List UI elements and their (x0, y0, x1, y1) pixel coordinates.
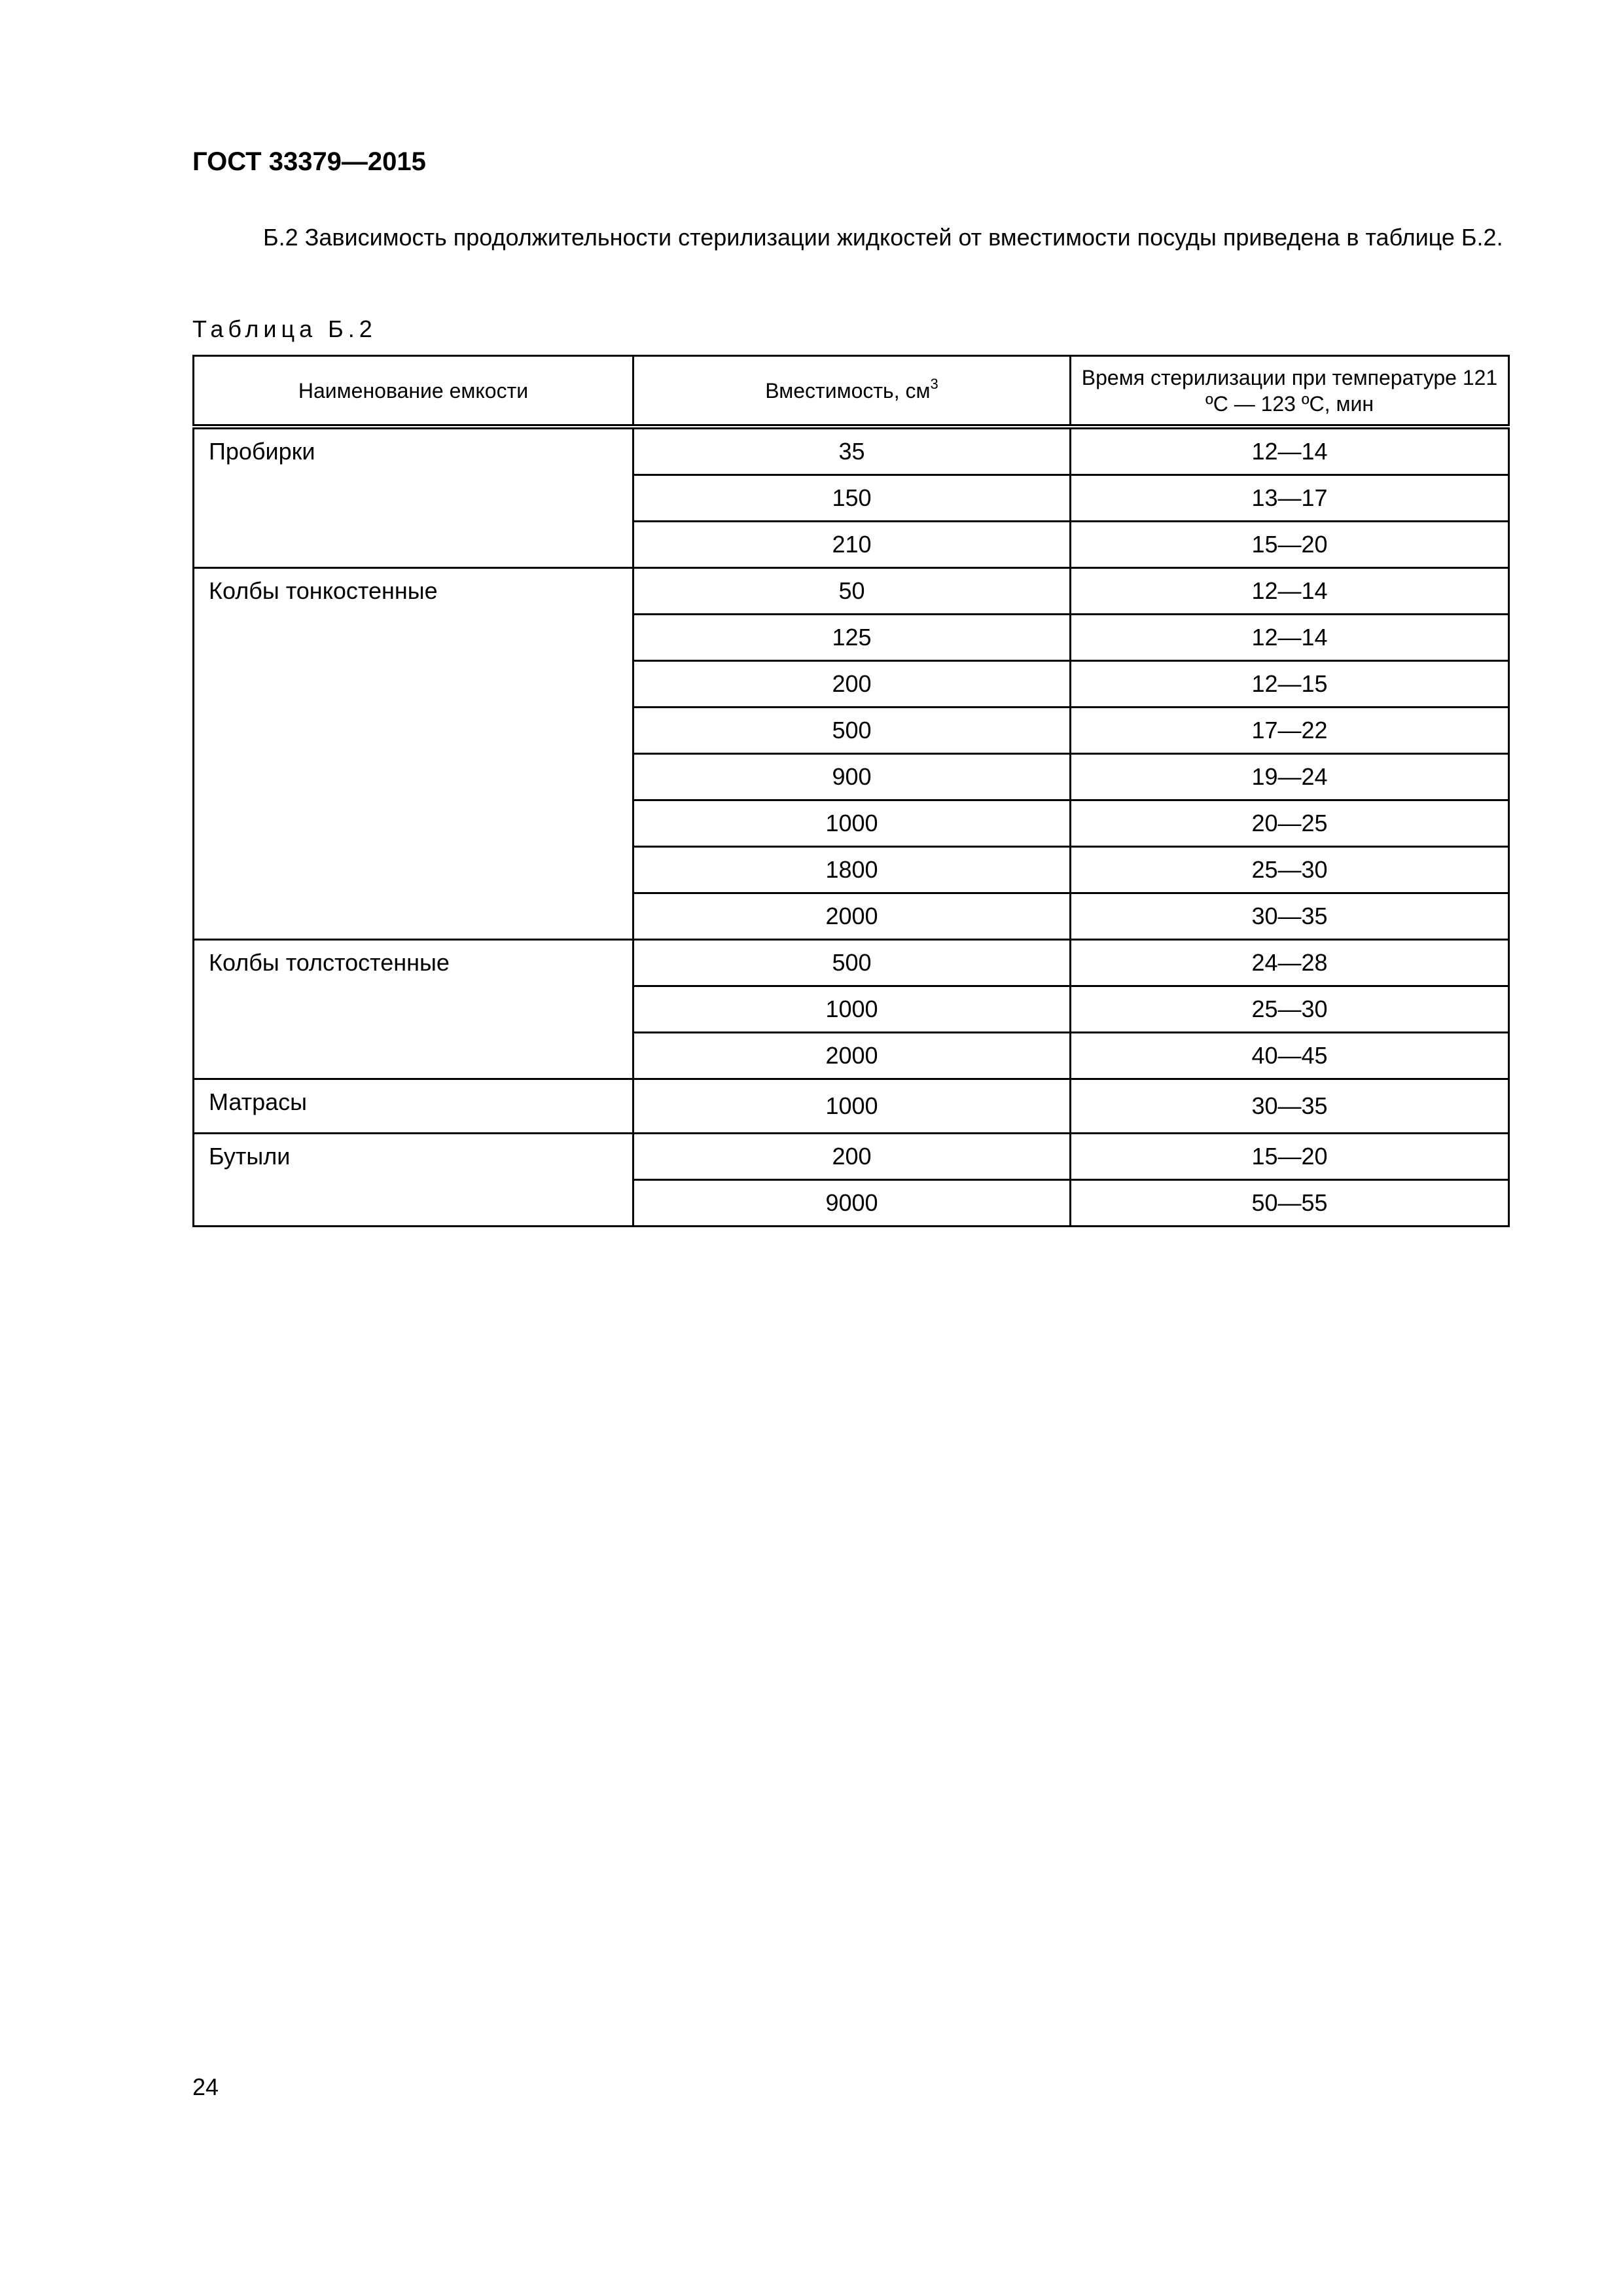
volume-cell: 200 (633, 1134, 1071, 1180)
document-header: ГОСТ 33379—2015 (192, 147, 426, 176)
volume-cell: 200 (633, 661, 1071, 708)
vessel-name-cell: Колбы толстостенные (194, 940, 633, 1079)
volume-cell: 35 (633, 427, 1071, 475)
time-cell: 15—20 (1071, 522, 1509, 568)
volume-cell: 1000 (633, 1079, 1071, 1134)
volume-cell: 50 (633, 568, 1071, 615)
page-number: 24 (192, 2073, 219, 2100)
time-cell: 30—35 (1071, 893, 1509, 940)
volume-cell: 125 (633, 615, 1071, 661)
time-cell: 12—14 (1071, 615, 1509, 661)
time-cell: 12—14 (1071, 427, 1509, 475)
volume-cell: 210 (633, 522, 1071, 568)
time-cell: 19—24 (1071, 754, 1509, 800)
table-row (194, 1134, 1509, 1180)
table-header-row (194, 356, 1509, 427)
vessel-name-cell: Пробирки (194, 427, 633, 568)
column-header-volume-label: Вместимость, см (765, 378, 931, 403)
volume-cell: 500 (633, 708, 1071, 754)
volume-cell: 1000 (633, 800, 1071, 847)
time-cell: 15—20 (1071, 1134, 1509, 1180)
table-row (194, 940, 1509, 986)
volume-cell: 1000 (633, 986, 1071, 1033)
column-header-volume (633, 356, 1071, 427)
time-cell: 13—17 (1071, 475, 1509, 522)
table-row (194, 568, 1509, 615)
vessel-name-cell: Матрасы (194, 1079, 633, 1134)
time-cell: 20—25 (1071, 800, 1509, 847)
time-cell: 25—30 (1071, 847, 1509, 893)
table-row (194, 427, 1509, 475)
time-cell: 30—35 (1071, 1079, 1509, 1134)
volume-cell: 9000 (633, 1180, 1071, 1227)
column-header-name: Наименование емкости (194, 356, 633, 427)
table-row (194, 1079, 1509, 1134)
vessel-name-cell: Бутыли (194, 1134, 633, 1227)
time-cell: 12—15 (1071, 661, 1509, 708)
volume-cell: 900 (633, 754, 1071, 800)
sterilization-table (192, 355, 1510, 1227)
volume-cell: 1800 (633, 847, 1071, 893)
column-header-volume-superscript: 3 (930, 375, 938, 392)
time-cell: 25—30 (1071, 986, 1509, 1033)
volume-cell: 2000 (633, 1033, 1071, 1079)
table-body (194, 427, 1509, 1227)
time-cell: 24—28 (1071, 940, 1509, 986)
time-cell: 12—14 (1071, 568, 1509, 615)
volume-cell: 2000 (633, 893, 1071, 940)
body-paragraph: Б.2 Зависимость продолжительности стерилизации жидкостей от вместимости посуды приведена в таблице Б.2. (263, 224, 1503, 251)
time-cell: 40—45 (1071, 1033, 1509, 1079)
time-cell: 50—55 (1071, 1180, 1509, 1227)
volume-cell: 500 (633, 940, 1071, 986)
column-header-time: Время стерилизации при температуре 121 ºС — 123 ºС, мин (1071, 356, 1509, 427)
vessel-name-cell: Колбы тонкостенные (194, 568, 633, 940)
table-caption: Таблица Б.2 (192, 315, 377, 342)
volume-cell: 150 (633, 475, 1071, 522)
time-cell: 17—22 (1071, 708, 1509, 754)
